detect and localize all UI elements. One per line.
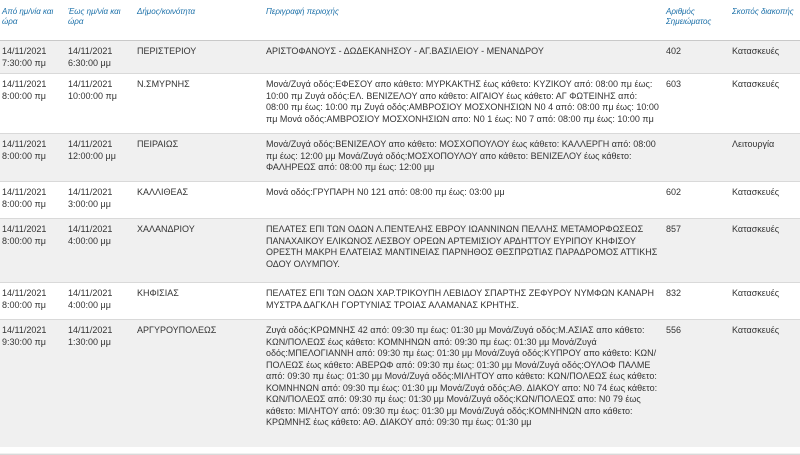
cell-to: 14/11/2021 12:00:00 μμ bbox=[68, 139, 116, 161]
cell-municipality: ΑΡΓΥΡΟΥΠΟΛΕΩΣ bbox=[137, 325, 217, 335]
cell-municipality: ΚΑΛΛΙΘΕΑΣ bbox=[137, 187, 189, 197]
bottom-edge bbox=[0, 447, 800, 453]
column-header-municipality: Δήμος/κοινότητα bbox=[137, 7, 196, 16]
cell-from: 14/11/2021 8:00:00 πμ bbox=[2, 139, 47, 161]
cell-to: 14/11/2021 4:00:00 μμ bbox=[68, 288, 113, 310]
cell-to: 14/11/2021 3:00:00 μμ bbox=[68, 187, 113, 209]
cell-from: 14/11/2021 8:00:00 πμ bbox=[2, 187, 47, 209]
cell-description: Μονά οδός:ΓΡΥΠΑΡΗ Ν0 121 από: 08:00 πμ έως: 03:00 μμ bbox=[266, 187, 505, 197]
cell-to: 14/11/2021 4:00:00 μμ bbox=[68, 224, 113, 246]
cell-municipality: Ν.ΣΜΥΡΝΗΣ bbox=[137, 79, 190, 89]
cell-purpose: Κατασκευές bbox=[732, 325, 780, 335]
cell-description: Μονά/Ζυγά οδός:ΒΕΝΙΖΕΛΟΥ απο κάθετο: ΜΟΣΧΟΠΟΥΛΟΥ έως κάθετο: ΚΑΛΛΕΡΓΗ από: 08:00 πμ έως: 12:00 μμ Μονά/Ζυγά οδός:ΜΟΣΧΟΠΟΥΛΟΥ απο κάθετο: ΒΕΝΙΖΕΛΟΥ έως κάθετο: ΦΑΛΗΡΕΩΣ από: 08:00 πμ έως: 12:00 μμ bbox=[266, 139, 656, 172]
table-row bbox=[0, 182, 800, 219]
table-row bbox=[0, 74, 800, 134]
cell-purpose: Κατασκευές bbox=[732, 187, 780, 197]
cell-description: Μονά/Ζυγά οδός:ΕΦΕΣΟΥ απο κάθετο: ΜΥΡΚΑΚΤΗΣ έως κάθετο: ΚΥΖΙΚΟΥ από: 08:00 πμ έως: 10:00 πμ Ζυγά οδός:ΕΛ. ΒΕΝΙΖΕΛΟΥ απο κάθετο: ΑΙΓΑΙΟΥ έως κάθετο: ΑΓ ΦΩΤΕΙΝΗΣ από: 08:00 πμ έως: 10:00 πμ Ζυγά οδός:ΑΜΒΡΟΣΙΟΥ ΜΟΣΧΟΝΗΣΙΩΝ Ν0 4 από: 08:00 πμ έως: 10:00 πμ Μονά οδός:ΑΜΒΡΟΣΙΟΥ ΜΟΣΧΟΝΗΣΙΩΝ απο: Ν0 1 έως: Ν0 7 από: 08:00 πμ έως: 10:00 πμ bbox=[266, 79, 659, 124]
cell-number: 556 bbox=[666, 325, 682, 335]
column-header-purpose: Σκοπός διακοπής bbox=[732, 7, 794, 16]
column-header-from: Από ημ/νία και ώρα bbox=[2, 7, 54, 26]
cell-purpose: Κατασκευές bbox=[732, 46, 780, 56]
cell-description: ΠΕΛΑΤΕΣ ΕΠΙ ΤΩΝ ΟΔΩΝ ΧΑΡ.ΤΡΙΚΟΥΠΗ ΛΕΒΙΔΟΥ ΣΠΑΡΤΗΣ ΖΕΦΥΡΟΥ ΝΥΜΦΩΝ ΚΑΝΑΡΗ ΜΥΣΤΡΑ ΔΑΓΚΛΗ ΓΟΡΤΥΝΙΑΣ ΤΡΟΙΑΣ ΑΛΑΜΑΝΑΣ ΚΡΗΤΗΣ. bbox=[266, 288, 655, 310]
cell-purpose: Λειτουργία bbox=[732, 139, 775, 149]
cell-to: 14/11/2021 10:00:00 πμ bbox=[68, 79, 117, 101]
cell-purpose: Κατασκευές bbox=[732, 224, 780, 234]
cell-municipality: ΧΑΛΑΝΔΡΙΟΥ bbox=[137, 224, 195, 234]
column-header-description: Περιγραφή περιοχής bbox=[266, 7, 339, 16]
cell-from: 14/11/2021 9:30:00 πμ bbox=[2, 325, 47, 347]
cell-municipality: ΚΗΦΙΣΙΑΣ bbox=[137, 288, 179, 298]
table-row bbox=[0, 134, 800, 182]
table-row bbox=[0, 320, 800, 455]
cell-municipality: ΠΕΡΙΣΤΕΡΙΟΥ bbox=[137, 46, 197, 56]
table-row bbox=[0, 283, 800, 320]
column-header-to: Έως ημ/νία και ώρα bbox=[68, 7, 121, 26]
table-row bbox=[0, 219, 800, 283]
cell-number: 857 bbox=[666, 224, 682, 234]
table-header bbox=[0, 0, 800, 41]
cell-purpose: Κατασκευές bbox=[732, 288, 780, 298]
cell-from: 14/11/2021 8:00:00 πμ bbox=[2, 224, 47, 246]
cell-number: 603 bbox=[666, 79, 682, 89]
cell-number: 602 bbox=[666, 187, 682, 197]
cell-to: 14/11/2021 1:30:00 μμ bbox=[68, 325, 113, 347]
cell-to: 14/11/2021 6:30:00 μμ bbox=[68, 46, 113, 68]
cell-number: 832 bbox=[666, 288, 682, 298]
cell-from: 14/11/2021 8:00:00 πμ bbox=[2, 79, 47, 101]
cell-number: 402 bbox=[666, 46, 682, 56]
cell-description: ΠΕΛΑΤΕΣ ΕΠΙ ΤΩΝ ΟΔΩΝ Λ.ΠΕΝΤΕΛΗΣ ΕΒΡΟΥ ΙΩΑΝΝΙΝΩΝ ΠΕΛΛΗΣ ΜΕΤΑΜΟΡΦΩΣΕΩΣ ΠΑΝΑΧΑΙΚΟΥ ΕΛΙΚΩΝΟΣ ΛΕΣΒΟΥ ΟΡΕΩΝ ΑΡΤΕΜΙΣΙΟΥ ΑΡΔΗΤΤΟΥ ΕΥΡΙΠΟΥ ΚΗΦΙΣΟΥ ΟΡΕΣΤΗ ΜΑΚΡΗ ΕΛΑΤΕΙΑΣ ΜΑΝΤΙΝΕΙΑΣ ΠΑΡΝΗΘΟΣ ΘΕΣΠΡΩΤΙΑΣ ΠΑΡΑΔΡΟΜΟΣ ΑΤΤΙΚΗΣ ΟΔΟΥ ΟΛΥΜΠΟΥ. bbox=[266, 224, 658, 269]
cell-from: 14/11/2021 7:30:00 πμ bbox=[2, 46, 47, 68]
cell-municipality: ΠΕΙΡΑΙΩΣ bbox=[137, 139, 179, 149]
cell-from: 14/11/2021 8:00:00 πμ bbox=[2, 288, 47, 310]
table-row bbox=[0, 41, 800, 74]
column-header-number: Αριθμός Σημειώματος bbox=[666, 7, 712, 26]
cell-description: ΑΡΙΣΤΟΦΑΝΟΥΣ - ΔΩΔΕΚΑΝΗΣΟΥ - ΑΓ.ΒΑΣΙΛΕΙΟΥ - ΜΕΝΑΝΔΡΟΥ bbox=[266, 46, 544, 56]
cell-purpose: Κατασκευές bbox=[732, 79, 780, 89]
cell-description: Ζυγά οδός:ΚΡΩΜΝΗΣ 42 από: 09:30 πμ έως: 01:30 μμ Μονά/Ζυγά οδός:Μ.ΑΣΙΑΣ απο κάθετο: ΚΩΝ/ΠΟΛΕΩΣ έως κάθετο: ΚΟΜΝΗΝΩΝ από: 09:30 πμ έως: 01:30 μμ Μονά/Ζυγά οδός:ΜΠΕΛΟΓΙΑΝΝΗ από: 09:30 πμ έως: 01:30 μμ Μονά/Ζυγά οδός:ΚΥΠΡΟΥ απο κάθετο: ΚΩΝ/ΠΟΛΕΩΣ έως κάθετο: ΑΒΕΡΩΦ από: 09:30 πμ έως: 01:30 μμ Μονά/Ζυγά οδός:ΟΥΛΟΦ ΠΑΛΜΕ από: 09:30 πμ έως: 01:30 μμ Μονά/Ζυγά οδός:ΜΙΛΗΤΟΥ απο κάθετο: ΚΩΝ/ΠΟΛΕΩΣ έως κάθετο: ΚΟΜΝΗΝΩΝ από: 09:30 πμ έως: 01:30 μμ Μονά/Ζυγά οδός:ΑΘ. ΔΙΑΚΟΥ απο: Ν0 74 έως κάθετο: ΚΩΝ/ΠΟΛΕΩΣ από: 09:30 πμ έως: 01:30 μμ Μονά/Ζυγά οδός:ΚΩΝ/ΠΟΛΕΩΣ απο: Ν0 79 έως κάθετο: ΜΙΛΗΤΟΥ από: 09:30 πμ έως: 01:30 μμ Μονά/Ζυγά οδός:ΚΟΜΝΗΝΩΝ απο κάθετο: ΚΡΩΜΝΗΣ έως κάθετο: ΑΘ. ΔΙΑΚΟΥ από: 09:30 πμ έως: 01:30 μμ bbox=[266, 325, 658, 427]
